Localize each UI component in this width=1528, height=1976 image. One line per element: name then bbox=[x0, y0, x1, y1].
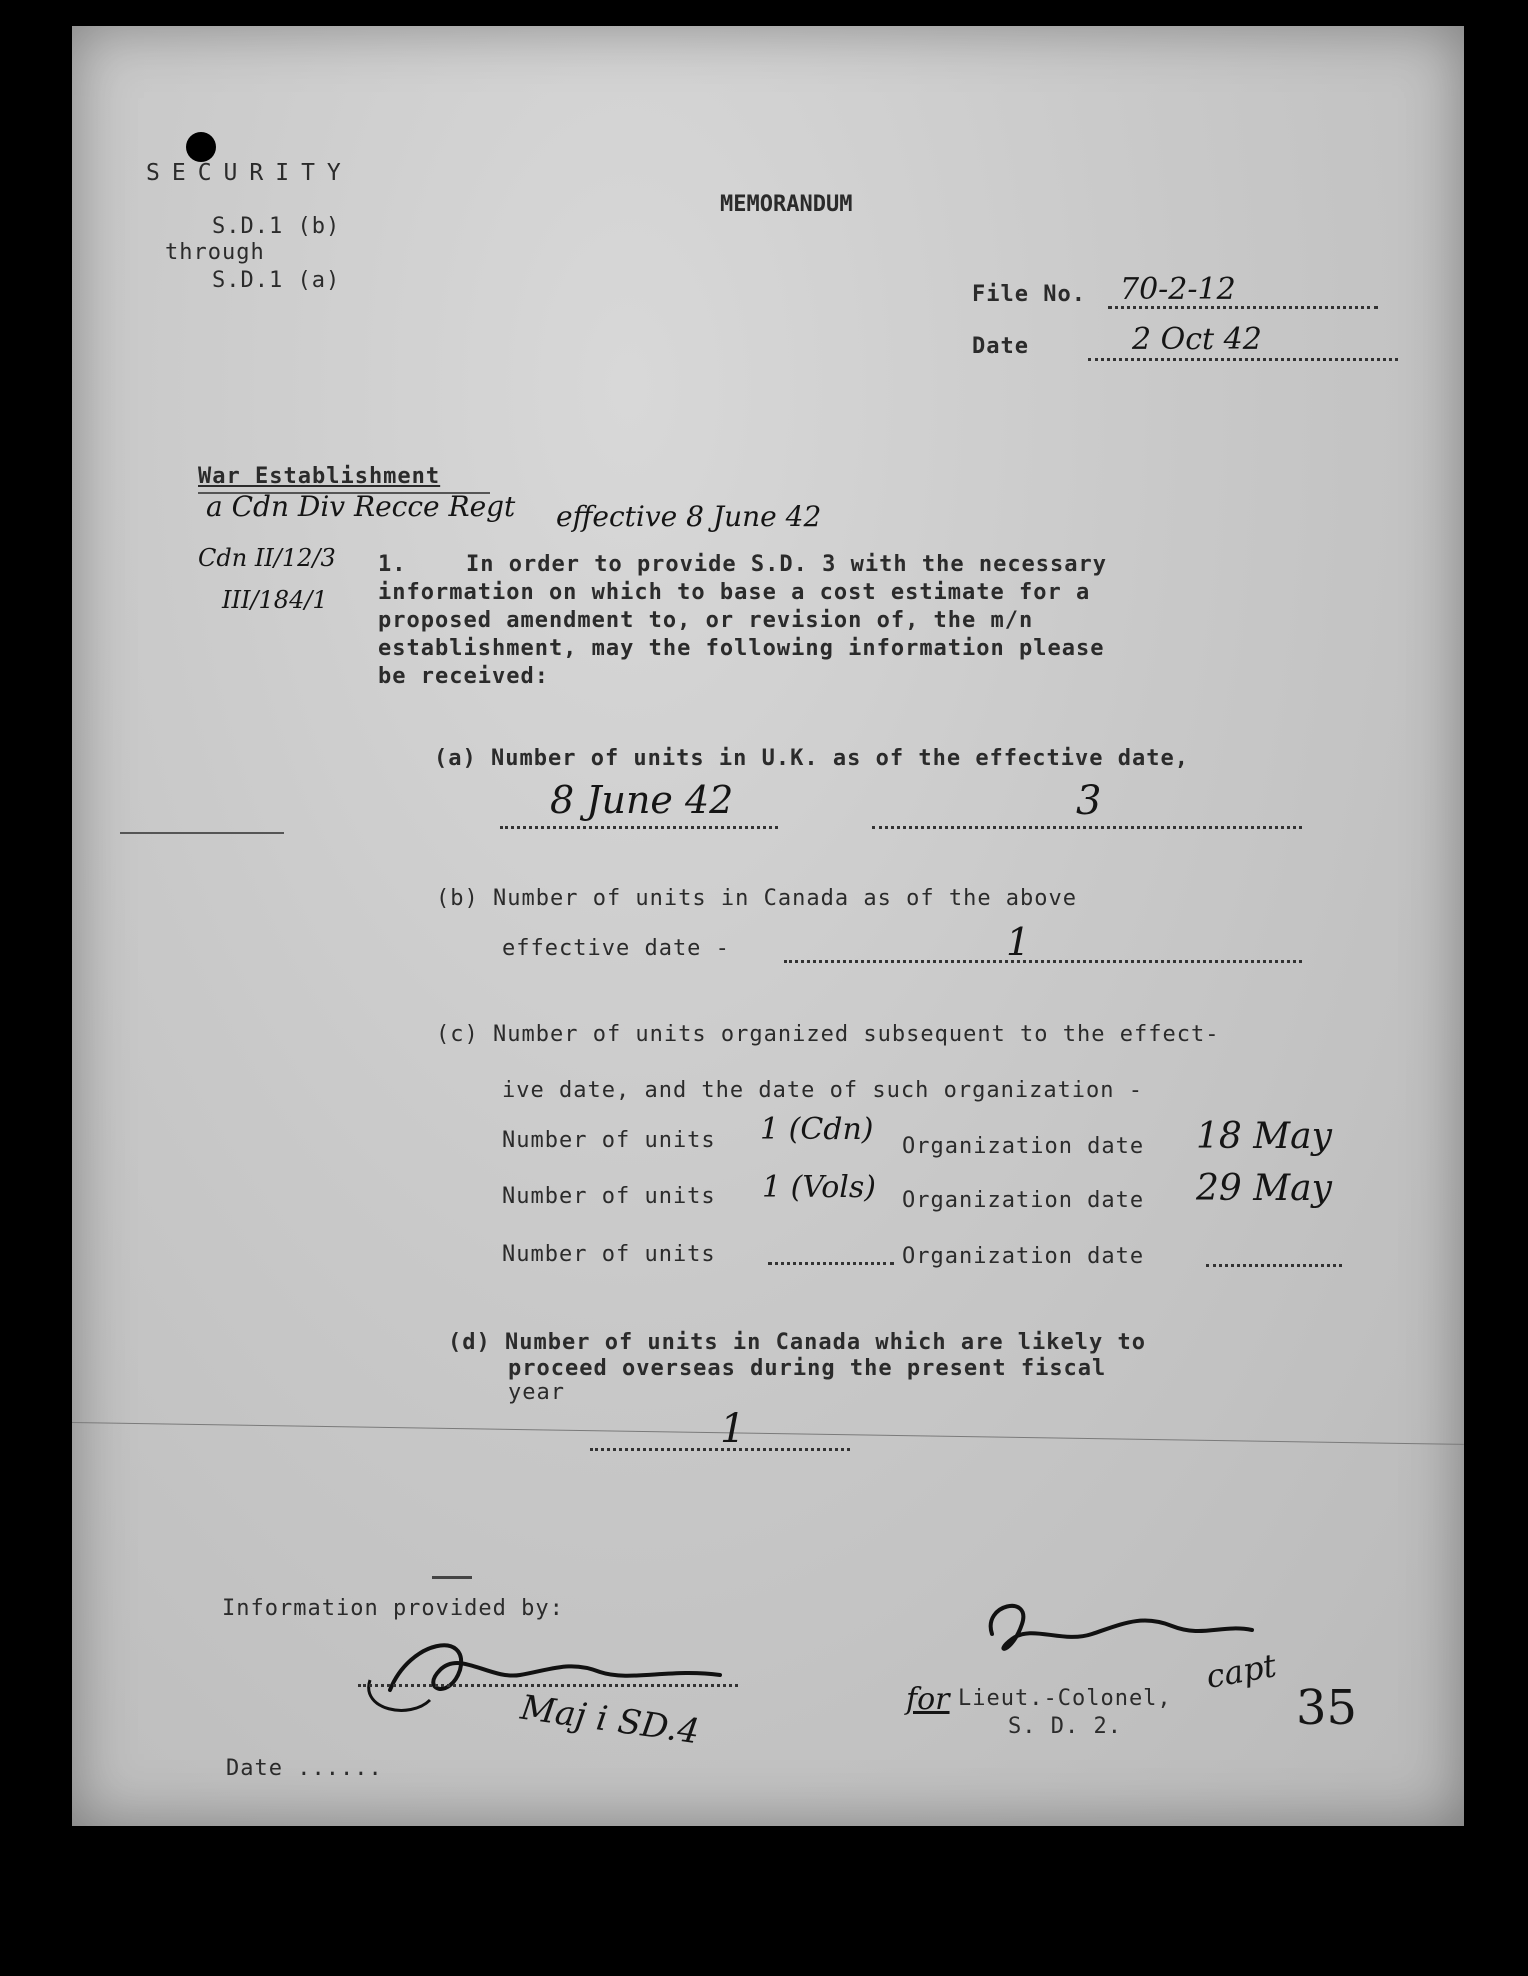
c-row-2-units-label: Number of units bbox=[502, 1184, 716, 1209]
c-row-1-date-handwritten: 18 May bbox=[1196, 1116, 1332, 1157]
lieut-colonel-label: Lieut.-Colonel, bbox=[958, 1686, 1172, 1711]
item-c-line-1: (c) Number of units organized subsequent to the effect- bbox=[436, 1022, 1220, 1047]
info-provided-label: Information provided by: bbox=[222, 1596, 564, 1621]
c-row-1-org-label: Organization date bbox=[902, 1134, 1145, 1159]
item-a-dots-1 bbox=[500, 826, 778, 829]
item-d-line-1: (d) Number of units in Canada which are likely to bbox=[448, 1330, 1147, 1355]
c-row-2-units-handwritten: 1 (Vols) bbox=[762, 1170, 876, 1205]
punch-hole bbox=[186, 132, 216, 162]
c-row-1-units-label: Number of units bbox=[502, 1128, 716, 1153]
file-no-dots bbox=[1108, 306, 1378, 309]
signature-dots bbox=[358, 1684, 738, 1687]
date-dots bbox=[1088, 358, 1398, 361]
item-c-line-2: ive date, and the date of such organization - bbox=[502, 1078, 1144, 1103]
footer-date-label: Date ...... bbox=[226, 1756, 383, 1781]
date-label: Date bbox=[972, 334, 1029, 359]
para-line-1: In order to provide S.D. 3 with the necessary bbox=[466, 552, 1108, 577]
effective-date-handwritten: effective 8 June 42 bbox=[556, 500, 822, 533]
subject-heading: War Establishment bbox=[198, 464, 441, 489]
reference-2: III/184/1 bbox=[222, 586, 328, 614]
c-row-1-units-handwritten: 1 (Cdn) bbox=[760, 1112, 874, 1147]
small-dash bbox=[432, 1576, 472, 1579]
capt-handwritten: capt bbox=[1203, 1646, 1280, 1696]
c-row-3-date-dots bbox=[1206, 1264, 1342, 1267]
c-row-3-units-label: Number of units bbox=[502, 1242, 716, 1267]
c-row-2-date-handwritten: 29 May bbox=[1196, 1168, 1332, 1209]
margin-rule bbox=[120, 832, 284, 834]
memorandum-page bbox=[72, 26, 1464, 1826]
item-a-count-handwritten: 3 bbox=[1076, 778, 1102, 824]
from-line-1: S.D.1 (b) bbox=[212, 214, 341, 239]
para-line-4: establishment, may the following information please bbox=[378, 636, 1105, 661]
para-line-3: proposed amendment to, or revision of, the m/n bbox=[378, 608, 1034, 633]
paragraph-number: 1. bbox=[378, 552, 407, 577]
item-a-text: (a) Number of units in U.K. as of the effective date, bbox=[434, 746, 1189, 771]
security-label: SECURITY bbox=[146, 160, 353, 186]
memo-title: MEMORANDUM bbox=[720, 192, 853, 217]
sd2-label: S. D. 2. bbox=[1008, 1714, 1122, 1739]
reference-1: Cdn II/12/3 bbox=[198, 544, 336, 572]
c-row-3-units-dots bbox=[768, 1262, 894, 1265]
date-value: 2 Oct 42 bbox=[1132, 322, 1262, 357]
para-line-2: information on which to base a cost estimate for a bbox=[378, 580, 1091, 605]
item-b-line-1: (b) Number of units in Canada as of the above bbox=[436, 886, 1078, 911]
item-b-dots bbox=[784, 960, 1302, 963]
c-row-2-org-label: Organization date bbox=[902, 1188, 1145, 1213]
para-line-5: be received: bbox=[378, 664, 549, 689]
c-row-3-org-label: Organization date bbox=[902, 1244, 1145, 1269]
item-b-handwritten: 1 bbox=[1006, 920, 1031, 964]
item-d-line-2: proceed overseas during the present fiscal bbox=[508, 1356, 1107, 1381]
from-line-3: S.D.1 (a) bbox=[212, 268, 341, 293]
item-d-handwritten: 1 bbox=[720, 1406, 746, 1452]
item-a-dots-2 bbox=[872, 826, 1302, 829]
item-d-line-3: year bbox=[508, 1380, 565, 1405]
from-line-2: through bbox=[165, 240, 265, 265]
page-number: 35 bbox=[1296, 1680, 1358, 1736]
item-b-line-2: effective date - bbox=[502, 936, 730, 961]
rank-handwritten: Maj i SD.4 bbox=[518, 1687, 702, 1753]
file-no-label: File No. bbox=[972, 282, 1086, 307]
item-a-date-handwritten: 8 June 42 bbox=[550, 778, 734, 822]
for-handwritten: for bbox=[906, 1682, 950, 1717]
file-no-value: 70-2-12 bbox=[1120, 272, 1236, 307]
subject-unit-handwritten: a Cdn Div Recce Regt bbox=[206, 490, 516, 523]
